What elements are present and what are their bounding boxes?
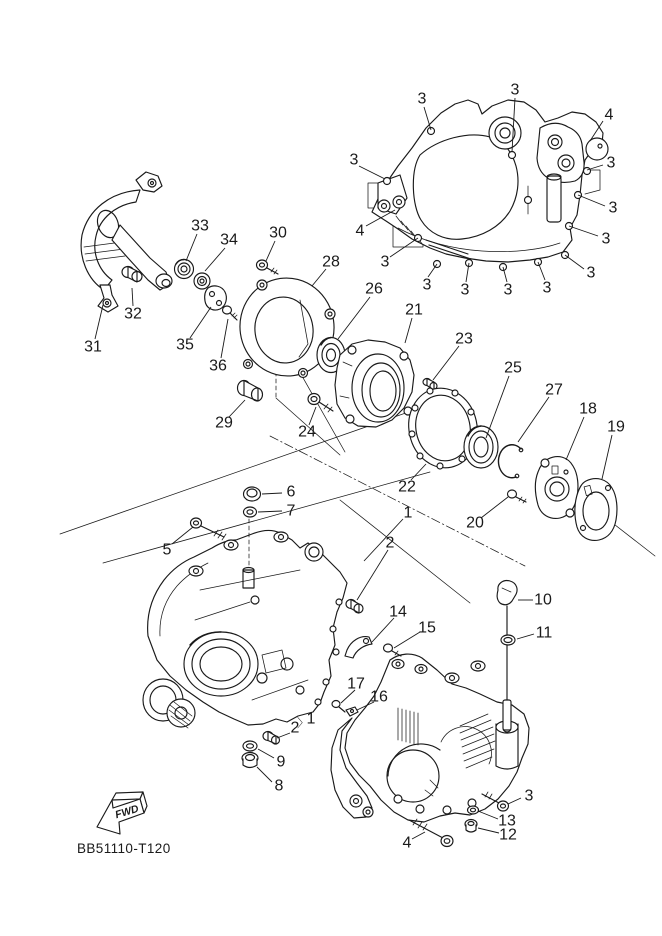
- callout-leader-line: [258, 511, 282, 512]
- callout-label: 32: [124, 305, 142, 323]
- callout-leader-line: [569, 226, 598, 236]
- callout-leader-line: [433, 346, 459, 380]
- part-screw-17: [332, 701, 345, 713]
- callout-label: 3: [510, 81, 520, 99]
- part-guard-bracket-31: [81, 172, 172, 312]
- callout-label: 8: [274, 777, 284, 795]
- callout-label: 22: [398, 478, 416, 496]
- callout-leader-line: [565, 255, 584, 269]
- callout-label: 36: [209, 357, 227, 375]
- callout-label: 29: [215, 414, 233, 432]
- callout-leader-line: [262, 493, 282, 494]
- callout-label: 33: [191, 217, 209, 235]
- callout-label: 26: [365, 280, 383, 298]
- callout-leader-line: [602, 435, 612, 479]
- callout-label: 5: [162, 541, 172, 559]
- callout-label: 30: [269, 224, 287, 242]
- part-washer-7: [244, 507, 257, 517]
- callout-label: 17: [347, 675, 365, 693]
- callout-label: 25: [504, 359, 522, 377]
- part-upper-crankcase-half: [368, 100, 608, 271]
- callout-leader-line: [277, 733, 290, 738]
- part-washer-34: [194, 273, 210, 289]
- callout-label: 3: [349, 151, 359, 169]
- callout-leader-line: [258, 749, 274, 758]
- callout-leader-line: [205, 248, 225, 271]
- callout-label: 6: [286, 483, 296, 501]
- callout-leader-line: [405, 318, 412, 343]
- callout-label: 16: [370, 688, 388, 706]
- callout-leader-line: [486, 376, 509, 438]
- callout-label: 35: [176, 336, 194, 354]
- callout-label: 4: [402, 834, 412, 852]
- part-screw-36: [223, 306, 238, 320]
- callout-label: 11: [535, 624, 553, 642]
- callout-label: 27: [545, 381, 563, 399]
- callout-leader-line: [578, 195, 605, 206]
- part-bearing-cover-18: [535, 457, 578, 519]
- callout-leader-line: [372, 618, 394, 642]
- callout-leader-line: [221, 319, 228, 358]
- drawing-number: BB51110-T120: [77, 841, 171, 856]
- callout-leader-line: [390, 238, 418, 257]
- callout-label: 31: [84, 338, 102, 356]
- callout-leader-line: [478, 828, 499, 833]
- callout-label: 19: [607, 418, 625, 436]
- part-plug-6: [244, 487, 261, 501]
- part-oring-11: [501, 635, 515, 645]
- callout-leader-line: [538, 262, 545, 280]
- callout-label: 4: [355, 222, 365, 240]
- callout-leader-line: [566, 417, 584, 460]
- callout-label: 23: [455, 330, 473, 348]
- callout-label: 21: [405, 301, 423, 319]
- fwd-arrow: [97, 792, 147, 834]
- callout-label: 3: [422, 276, 432, 294]
- callout-leader-line: [394, 632, 420, 648]
- callout-label: 1: [306, 710, 316, 728]
- callout-label: 3: [503, 281, 513, 299]
- part-bolt-12: [465, 820, 477, 833]
- callout-leader-line: [357, 550, 388, 600]
- callout-leader-line: [364, 519, 403, 561]
- callout-label: 7: [286, 502, 296, 520]
- callout-label: 3: [606, 154, 616, 172]
- callout-leader-line: [186, 234, 197, 261]
- callout-leader-line: [312, 269, 326, 286]
- part-bearing-33: [175, 260, 194, 279]
- callout-label: 3: [460, 281, 470, 299]
- callout-label: 2: [290, 719, 300, 737]
- part-left-crankcase-1: [143, 519, 347, 728]
- part-washer-9: [243, 741, 257, 751]
- callout-leader-line: [309, 407, 316, 425]
- callout-label: 3: [524, 787, 534, 805]
- callout-leader-line: [338, 297, 370, 339]
- callout-leader-line: [428, 264, 437, 277]
- callout-label: 3: [380, 253, 390, 271]
- callout-label: 20: [466, 514, 484, 532]
- part-bolt-5: [191, 518, 227, 540]
- callout-label: 3: [608, 199, 618, 217]
- callout-label: 13: [498, 812, 516, 830]
- callout-label: 18: [579, 400, 597, 418]
- callout-label: 4: [604, 106, 614, 124]
- callout-leader-line: [257, 767, 272, 782]
- part-bolt-4-bottom: [409, 819, 453, 847]
- part-gasket-19: [575, 479, 617, 541]
- part-screw-20: [508, 490, 527, 503]
- callout-leader-line: [481, 497, 508, 518]
- callout-label: 9: [276, 753, 286, 771]
- callout-label: 14: [389, 603, 407, 621]
- callout-leader-line: [266, 241, 275, 261]
- part-circlip-27: [498, 445, 522, 478]
- callout-label: 24: [298, 423, 316, 441]
- callout-label: 3: [586, 264, 596, 282]
- callout-leader-line: [132, 288, 133, 306]
- callout-label: 1: [403, 504, 413, 522]
- callout-label: 15: [418, 619, 436, 637]
- callout-leader-line: [172, 527, 193, 544]
- callout-label: 3: [417, 90, 427, 108]
- part-damper-29: [238, 381, 263, 402]
- callout-leader-line: [517, 634, 534, 639]
- part-clip-16: [346, 707, 358, 716]
- part-drain-plug-8: [242, 753, 258, 768]
- callout-label: 10: [534, 591, 552, 609]
- fwd-label: FWD: [113, 802, 141, 822]
- part-bolt-30: [257, 260, 279, 274]
- callout-leader-line: [412, 832, 425, 839]
- part-oil-seal-25: [464, 426, 498, 468]
- callout-label: 3: [542, 279, 552, 297]
- callout-leader-line: [359, 166, 385, 179]
- callout-leader-line: [508, 798, 521, 804]
- callout-label: 12: [499, 826, 517, 844]
- callout-leader-line: [478, 811, 498, 819]
- part-washer-13: [468, 806, 479, 814]
- callout-leader-line: [518, 397, 549, 442]
- callout-leader-line: [190, 307, 211, 338]
- part-plate-35: [205, 286, 227, 310]
- callout-label: 3: [601, 230, 611, 248]
- callout-label: 2: [385, 534, 395, 552]
- part-dowel-2-upper: [346, 600, 363, 614]
- callout-leader-line: [95, 305, 103, 339]
- callout-leader-line: [587, 165, 603, 170]
- callout-label: 34: [220, 231, 238, 249]
- callout-brace-glyph: 〉: [296, 716, 310, 730]
- callout-label: 28: [322, 253, 340, 271]
- part-bracket-14: [345, 637, 372, 658]
